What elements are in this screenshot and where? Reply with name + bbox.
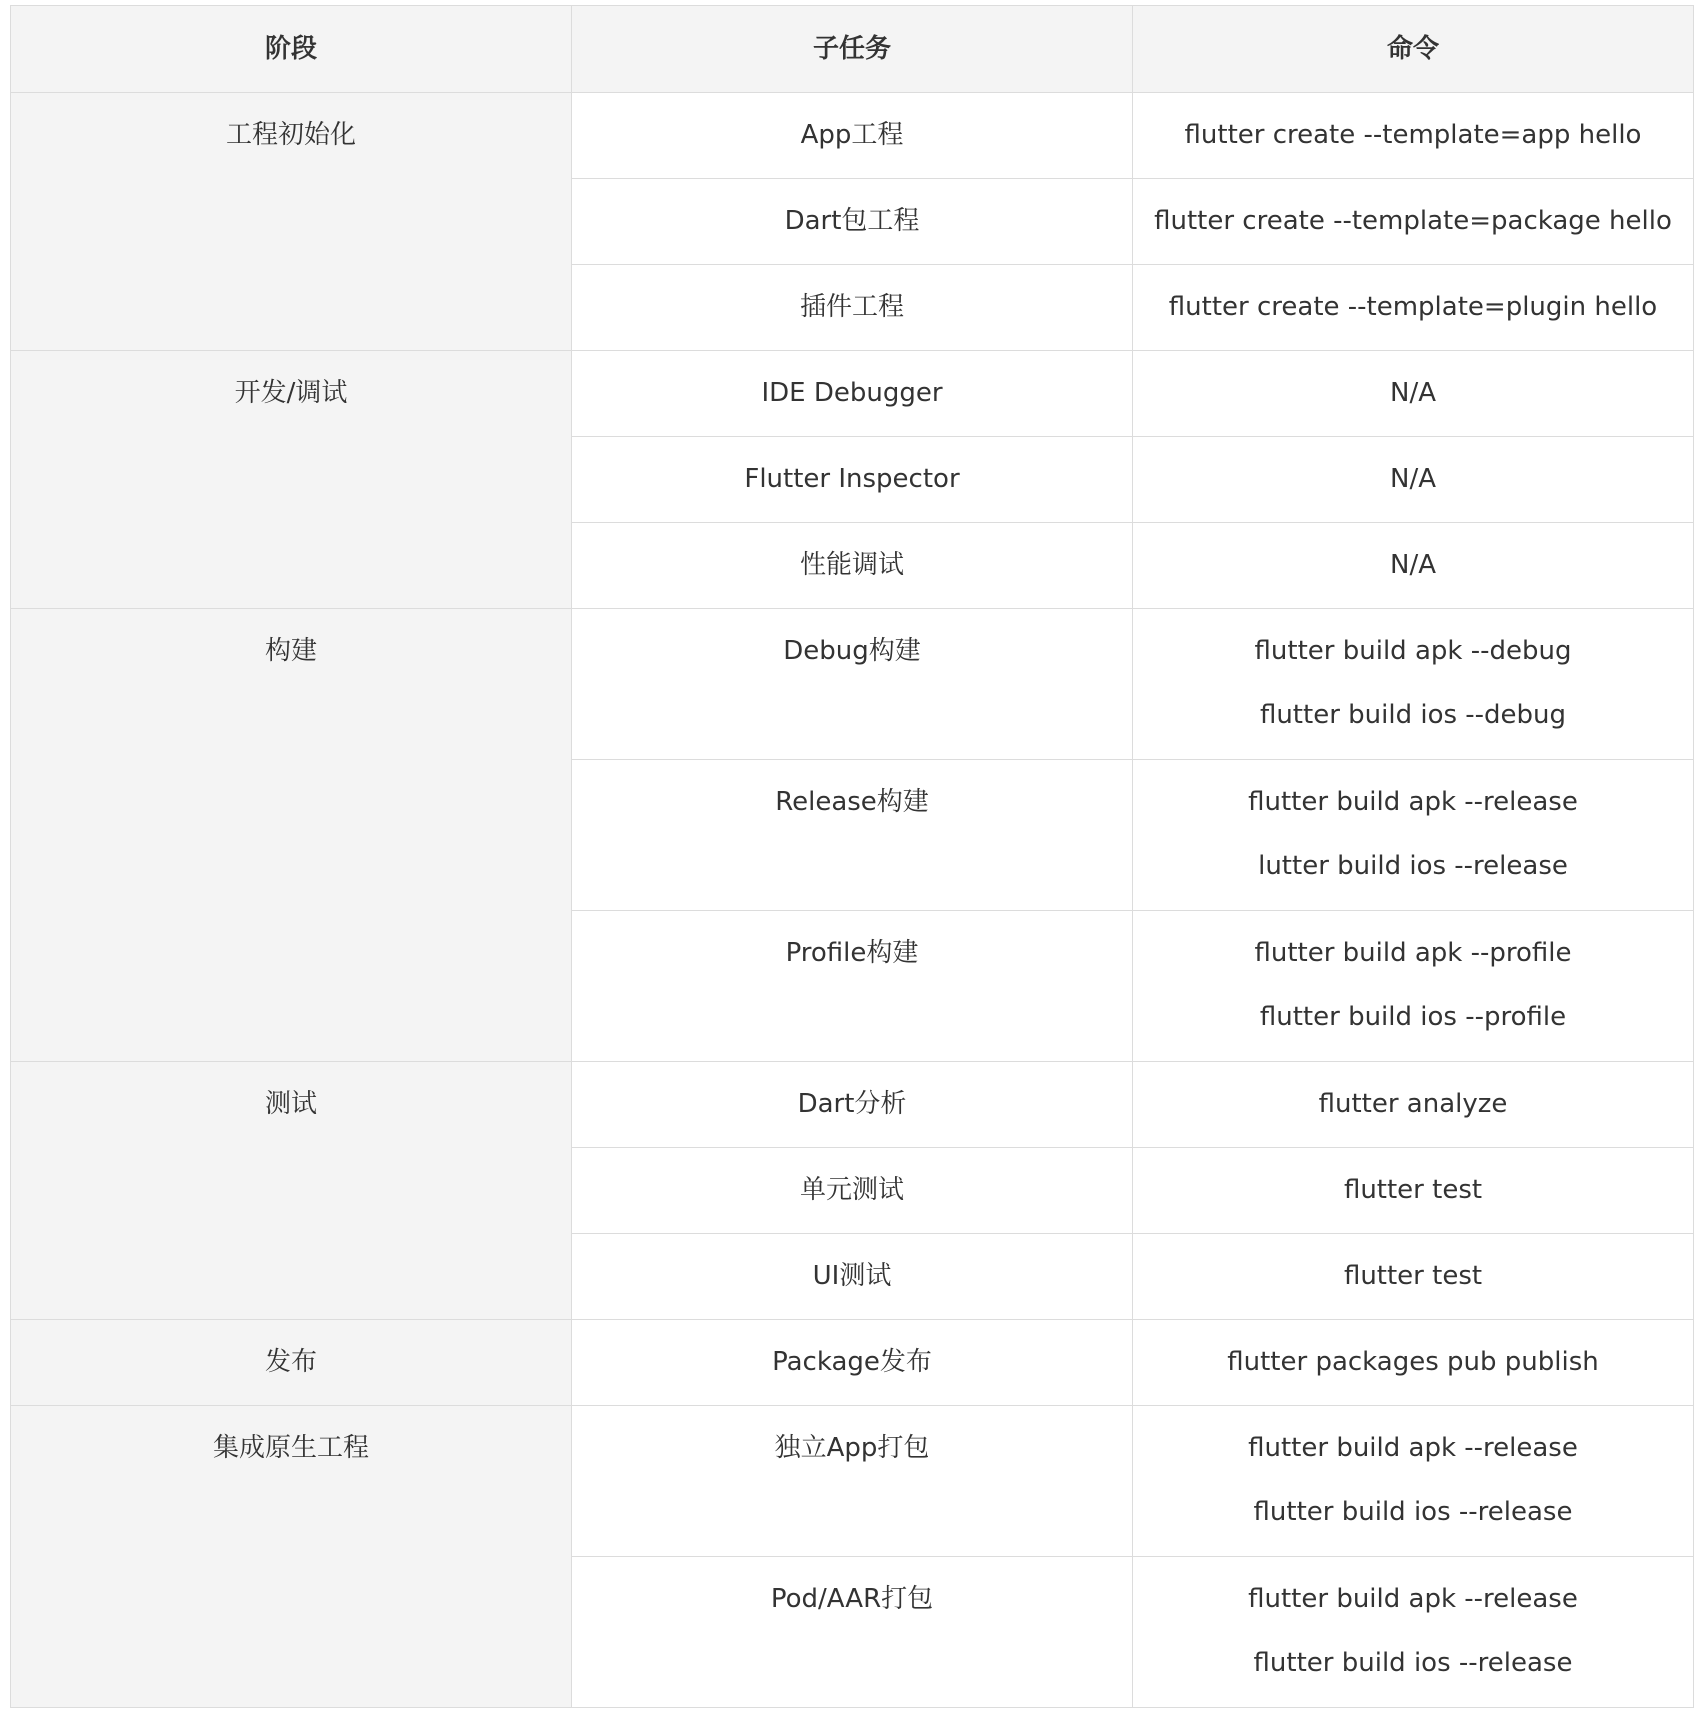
subtask-label: 独立App打包 <box>774 1433 930 1463</box>
subtask-cell <box>572 351 1133 437</box>
subtask-cell <box>572 437 1133 523</box>
command-cell <box>1133 911 1694 1062</box>
command-cell <box>1133 1234 1694 1320</box>
command-text: N/A <box>1390 464 1436 494</box>
stage-label: 构建 <box>264 636 317 666</box>
subtask-label: Dart包工程 <box>784 206 920 236</box>
command-text: flutter packages pub publish <box>1227 1347 1599 1377</box>
command-cell <box>1133 351 1694 437</box>
stage-cell <box>11 93 572 351</box>
command-cell <box>1133 523 1694 609</box>
subtask-label: UI测试 <box>812 1261 892 1291</box>
table-row <box>11 1406 1694 1557</box>
command-cell <box>1133 1557 1694 1708</box>
command-text: flutter build apk --release <box>1248 1433 1578 1463</box>
stage-label: 开发/调试 <box>234 378 348 408</box>
stage-cell <box>11 1062 572 1320</box>
subtask-cell <box>572 1320 1133 1406</box>
subtask-cell <box>572 265 1133 351</box>
stage-cell <box>11 351 572 609</box>
table-row <box>11 1320 1694 1406</box>
command-text: flutter build apk --release <box>1248 1584 1578 1614</box>
command-text: flutter test <box>1343 1175 1483 1205</box>
subtask-label: 性能调试 <box>799 550 904 580</box>
command-cell <box>1133 179 1694 265</box>
command-cell <box>1133 609 1694 760</box>
stage-label: 发布 <box>264 1347 317 1377</box>
command-text: flutter create --template=plugin hello <box>1168 292 1658 322</box>
subtask-label: App工程 <box>800 120 904 150</box>
stage-cell <box>11 1320 572 1406</box>
subtask-label: Pod/AAR打包 <box>770 1584 934 1614</box>
command-text: flutter build apk --profile <box>1254 938 1572 968</box>
subtask-label: IDE Debugger <box>761 378 943 408</box>
subtask-label: Package发布 <box>772 1347 932 1377</box>
command-text: flutter build ios --debug <box>1259 700 1567 730</box>
subtask-label: Release构建 <box>775 787 929 817</box>
command-text: flutter create --template=app hello <box>1184 120 1642 150</box>
command-text: flutter analyze <box>1318 1089 1508 1119</box>
table-row <box>11 609 1694 760</box>
subtask-cell <box>572 523 1133 609</box>
subtask-cell <box>572 911 1133 1062</box>
header-command: 命令 <box>1133 6 1694 93</box>
table-row <box>11 351 1694 437</box>
subtask-cell <box>572 609 1133 760</box>
table-header-row <box>11 6 1694 93</box>
subtask-label: Debug构建 <box>783 636 921 666</box>
subtask-label: 插件工程 <box>799 292 904 322</box>
command-cell <box>1133 1406 1694 1557</box>
command-cell <box>1133 437 1694 523</box>
header-subtask: 子任务 <box>572 6 1133 93</box>
stage-cell <box>11 609 572 1062</box>
command-text: flutter build ios --profile <box>1259 1002 1567 1032</box>
subtask-label: Flutter Inspector <box>744 464 960 494</box>
table-body <box>11 93 1694 1708</box>
subtask-cell <box>572 1234 1133 1320</box>
command-text: flutter build ios --release <box>1253 1648 1573 1678</box>
command-text: lutter build ios --release <box>1258 851 1568 881</box>
command-text: flutter build ios --release <box>1253 1497 1573 1527</box>
subtask-cell <box>572 760 1133 911</box>
command-cell <box>1133 93 1694 179</box>
command-text: N/A <box>1390 378 1436 408</box>
command-cell <box>1133 1320 1694 1406</box>
subtask-label: Dart分析 <box>797 1089 907 1119</box>
command-cell <box>1133 265 1694 351</box>
command-text: flutter build apk --release <box>1248 787 1578 817</box>
subtask-cell <box>572 179 1133 265</box>
stage-label: 集成原生工程 <box>212 1433 369 1463</box>
subtask-cell <box>572 1557 1133 1708</box>
subtask-cell <box>572 1062 1133 1148</box>
table-row <box>11 1062 1694 1148</box>
stage-label: 工程初始化 <box>225 120 356 150</box>
command-text: flutter build apk --debug <box>1254 636 1572 666</box>
header-stage: 阶段 <box>11 6 572 93</box>
subtask-cell <box>572 93 1133 179</box>
command-text: flutter create --template=package hello <box>1154 206 1672 236</box>
stage-label: 测试 <box>264 1089 317 1119</box>
command-cell <box>1133 1148 1694 1234</box>
command-text: flutter test <box>1343 1261 1483 1291</box>
stage-cell <box>11 1406 572 1708</box>
table-row <box>11 93 1694 179</box>
command-cell <box>1133 760 1694 911</box>
command-cell <box>1133 1062 1694 1148</box>
subtask-cell <box>572 1406 1133 1557</box>
subtask-label: 单元测试 <box>799 1175 904 1205</box>
flutter-command-table <box>10 5 1694 1708</box>
subtask-cell <box>572 1148 1133 1234</box>
command-text: N/A <box>1390 550 1436 580</box>
subtask-label: Profile构建 <box>785 938 919 968</box>
